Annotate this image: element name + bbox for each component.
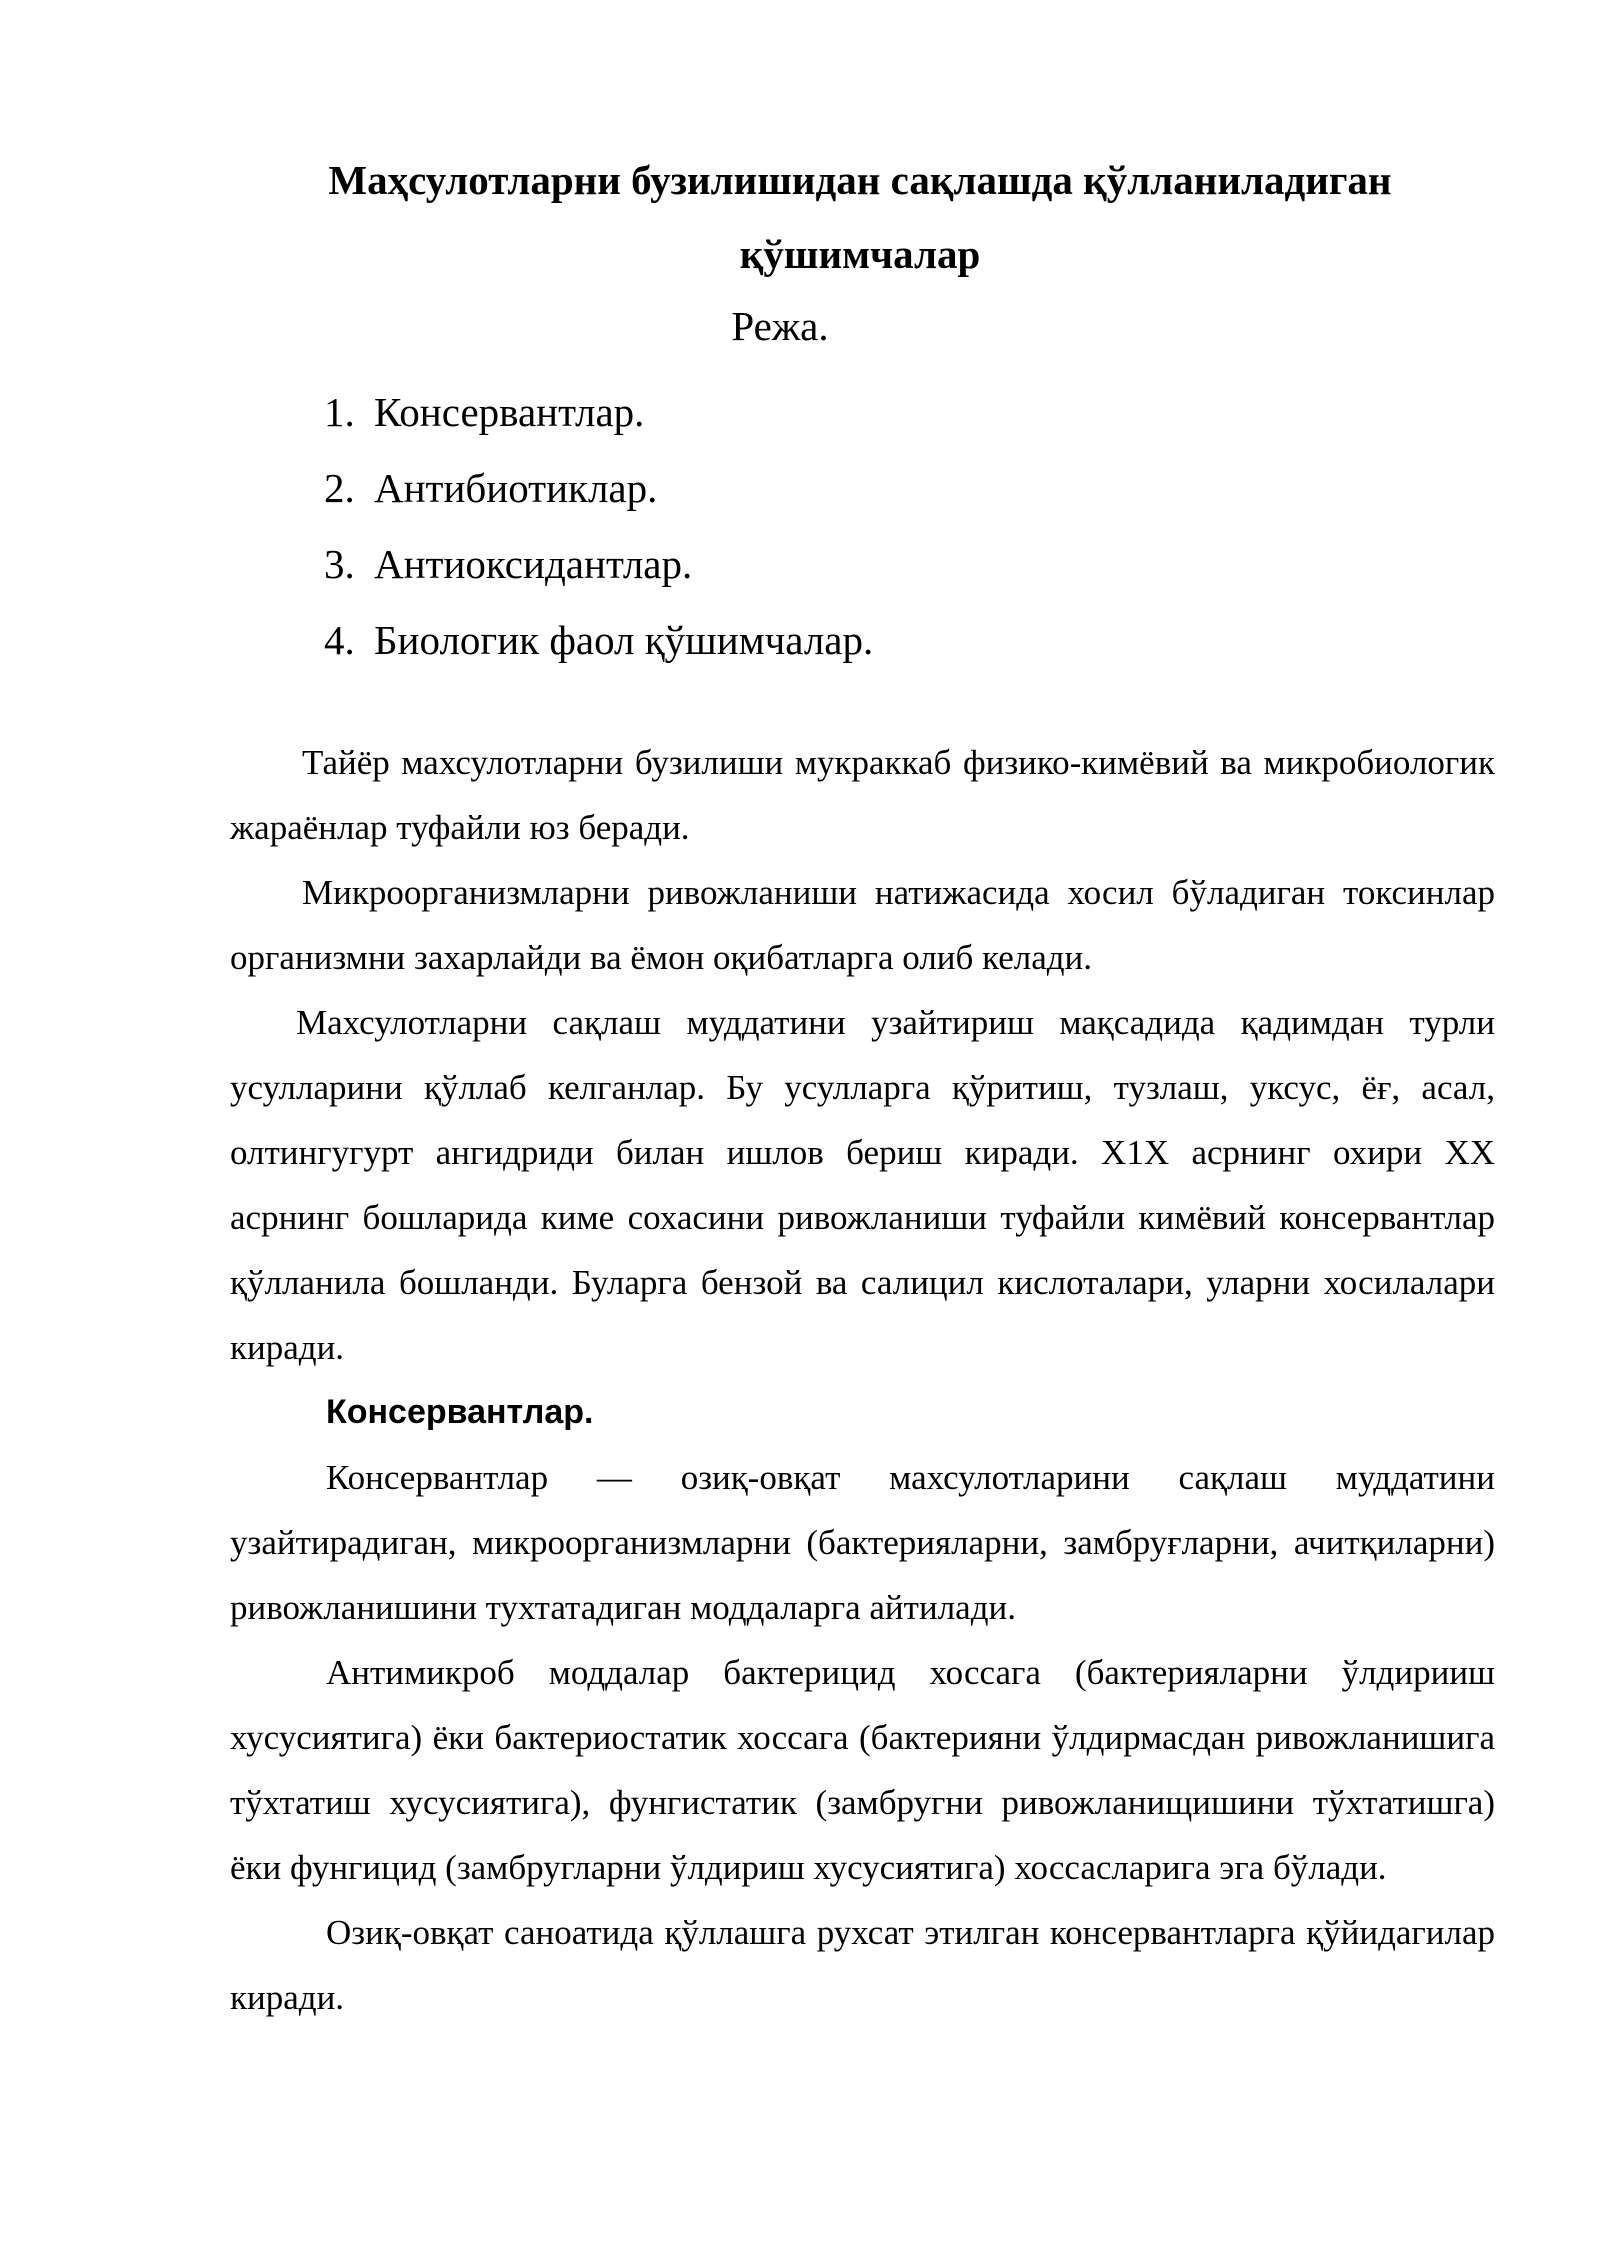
paragraph-history: Махсулотларни сақлаш муддатини узайтириш мақсадида қадимдан турли усулларини қўллаб келганлар. Бу усулларга қўритиш, тузлаш, уксус, ёғ, асал, олтингугурт ангидриди билан ишлов бериш киради. Х1Х асрнинг охири ХХ асрнинг бошларида киме сохасини ривожланиши туфайли кимёвий консервантлар қўлланила бошланди. Буларга бензой ва салицил кислоталари, уларни хосилалари киради. [230, 1003, 1495, 1367]
plan-item [324, 526, 873, 602]
plan-item-number: 4. [324, 617, 355, 663]
plan-item-text: Биологик фаол қўшимчалар. [374, 617, 874, 663]
paragraph-definition: Консервантлар — озиқ-овқат махсулотларини сақлаш муддатини узайтирадиган, микроорганизмларни (бактерияларни, замбруғларни, ачитқиларни) ривожланишини тухтатадиган моддаларга айтилади. [230, 1458, 1495, 1627]
document-title [230, 143, 1490, 291]
plan-item-number: 2. [324, 465, 355, 511]
title-line-2: қўшимчалар [739, 231, 981, 277]
plan-item-text: Антиоксидантлар. [374, 541, 693, 587]
title-line-1: Маҳсулотларни бузилишидан сақлашда қўлланиладиган [328, 157, 1392, 203]
paragraph-permitted: Озиқ-овқат саноатида қўллашга рухсат этилган консервантларга қўйидагилар киради. [230, 1913, 1495, 2017]
plan-item-text: Консервантлар. [374, 389, 645, 435]
plan-heading: Режа. [731, 303, 829, 349]
plan-item-number: 3. [324, 541, 355, 587]
paragraph-antimicrobial: Антимикроб моддалар бактерицид хоссага (бактерияларни ўлдирииш хусусиятига) ёки бактериостатик хоссага (бактерияни ўлдирмасдан ривожланишига тўхтатиш хусусиятига), фунгистатик (замбругни ривожланищишини тўхтатишга) ёки фунгицид (замбругларни ўлдириш хусусиятига) хоссасларига эга бўлади. [230, 1653, 1495, 1887]
document-body [230, 730, 1495, 2030]
paragraph-intro: Тайёр махсулотларни бузилиши мукраккаб физико-кимёвий ва микробиологик жараёнлар туфайли юз беради. [230, 743, 1495, 847]
plan-item [324, 374, 873, 450]
plan-item-number: 1. [324, 389, 355, 435]
plan-item [324, 450, 873, 526]
paragraph-toxins: Микроорганизмларни ривожланиши натижасида хосил бўладиган токсинлар организмни захарлайди ва ёмон оқибатларга олиб келади. [230, 873, 1495, 977]
plan-list [324, 374, 873, 678]
plan-item [324, 602, 873, 678]
plan-item-text: Антибиотиклар. [374, 465, 658, 511]
section-heading: Консервантлар. [326, 1393, 594, 1431]
